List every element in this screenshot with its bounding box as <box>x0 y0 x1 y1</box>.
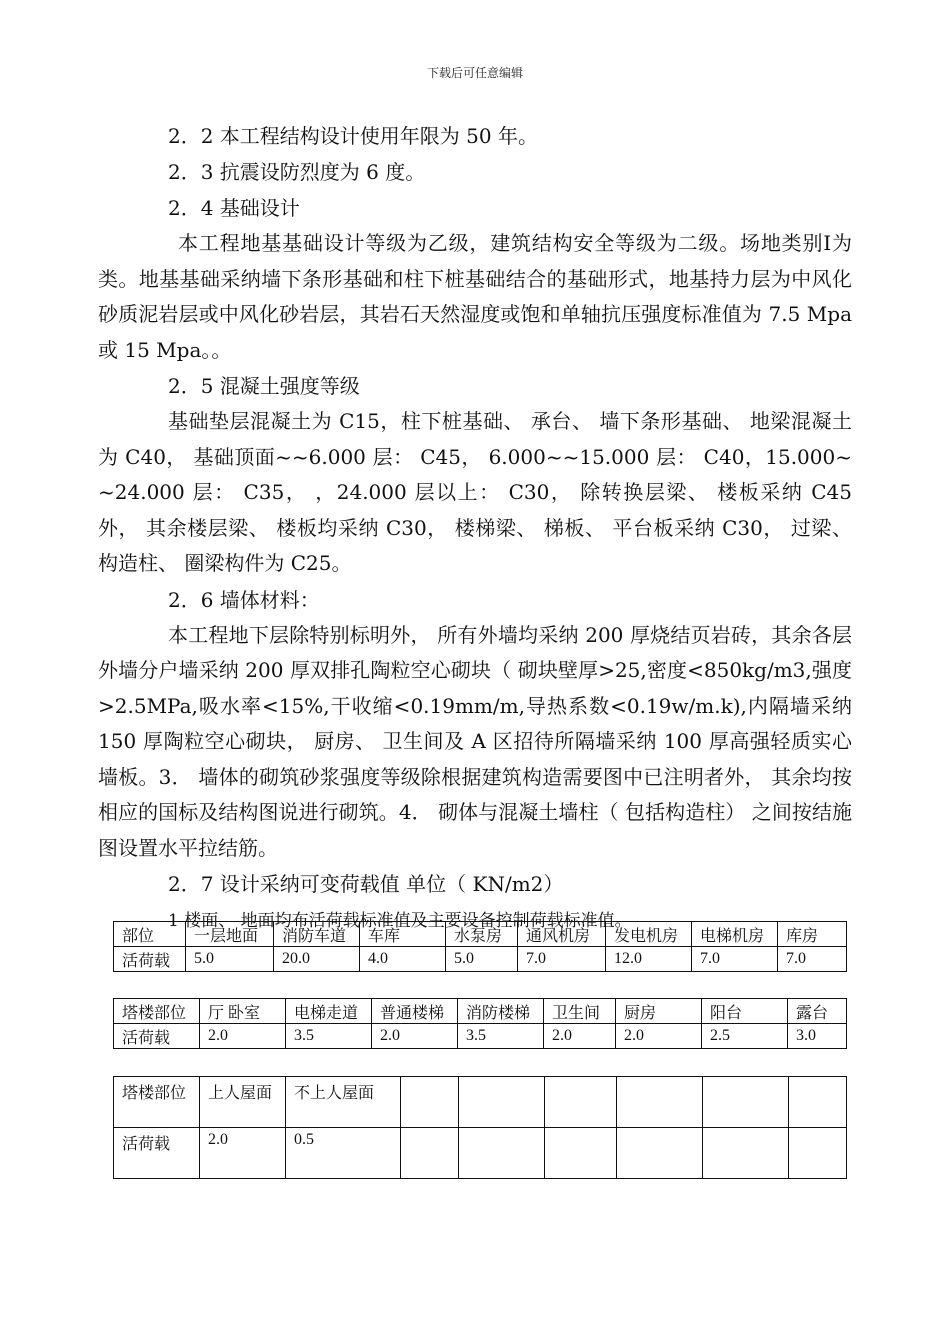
table-cell <box>789 1128 847 1179</box>
table-cell: 上人屋面 <box>200 1077 286 1128</box>
table-cell <box>789 1077 847 1128</box>
heading-2-6: 2．6 墙体材料： <box>168 587 320 612</box>
table-row <box>114 999 847 1024</box>
table-cell: 5.0 <box>446 947 518 972</box>
table-cell <box>703 1077 789 1128</box>
table-row <box>114 922 847 947</box>
table-caption: 1 楼面、 地面均布活荷载标准值及主要设备控制荷载标准值。 <box>168 911 632 931</box>
table-cell: 2.0 <box>200 1128 286 1179</box>
table-cell: 水泵房 <box>446 922 518 947</box>
table-cell <box>617 1077 703 1128</box>
table-cell: 阳台 <box>702 999 788 1024</box>
table-cell: 7.0 <box>692 947 778 972</box>
heading-2-2: 2．2 本工程结构设计使用年限为 50 年。 <box>168 124 538 148</box>
paragraph-foundation: 本工程地基基础设计等级为乙级，建筑结构安全等级为二级。场地类别Ⅰ为类。地基基础采纳墙下条形基础和柱下桩基础结合的基础形式，地基持力层为中风化砂质泥岩层或中风化砂岩层，其岩石天然湿度或饱和单轴抗压强度标准值为 7.5 Mpa 或 15 Mpa。。 <box>98 231 852 362</box>
paragraph-walls: 本工程地下层除特别标明外， 所有外墙均采纳 200 厚烧结页岩砖，其余各层外墙分户墙采纳 200 厚双排孔陶粒空心砌块（ 砌块壁厚>25,密度<850kg/m3,强度>2.5MPa,吸水率<15%,干收缩<0.19mm/m,导热系数<0.19w/m.k),内隔墙采纳 150 厚陶粒空心砌块， 厨房、 卫生间及 A 区招待所隔墙采纳 100 厚高强轻质实心墙板。3． 墙体的砌筑砂浆强度等级除根据建筑构造需要图中已注明者外， 其余均按相应的国标及结构图说进行砌筑。4． 砌体与混凝土墙柱（ 包括构造柱） 之间按结施图设置水平拉结筋。 <box>98 622 852 860</box>
table-cell: 2.0 <box>200 1024 286 1049</box>
heading-2-4: 2．4 基础设计 <box>168 196 300 220</box>
table-cell: 3.5 <box>286 1024 372 1049</box>
table-cell: 塔楼部位 <box>114 999 200 1024</box>
table-cell: 2.5 <box>702 1024 788 1049</box>
table-row <box>114 1024 847 1049</box>
table-cell: 库房 <box>778 922 847 947</box>
table-cell: 0.5 <box>286 1128 401 1179</box>
load-table-floor <box>113 921 847 972</box>
table-cell: 厨房 <box>616 999 702 1024</box>
page-header: 下载后可任意编辑 <box>426 66 523 80</box>
table-row <box>114 1077 847 1128</box>
table-cell: 2.0 <box>372 1024 458 1049</box>
table-cell: 电梯机房 <box>692 922 778 947</box>
table-cell: 通风机房 <box>518 922 606 947</box>
table-cell <box>617 1128 703 1179</box>
table-cell: 部位 <box>114 922 186 947</box>
table-cell <box>459 1077 545 1128</box>
heading-2-5: 2．5 混凝土强度等级 <box>168 374 360 398</box>
document-body <box>98 118 852 936</box>
table-cell: 普通楼梯 <box>372 999 458 1024</box>
table-cell: 一层地面 <box>186 922 274 947</box>
table-cell: 7.0 <box>778 947 847 972</box>
table-cell: 消防楼梯 <box>458 999 544 1024</box>
table-cell: 5.0 <box>186 947 274 972</box>
table-cell <box>401 1077 459 1128</box>
table-cell: 发电机房 <box>606 922 692 947</box>
table-cell: 3.0 <box>788 1024 847 1049</box>
table-cell: 20.0 <box>274 947 360 972</box>
table-cell: 4.0 <box>360 947 446 972</box>
table-cell <box>545 1077 617 1128</box>
table-cell <box>545 1128 617 1179</box>
table-cell: 2.0 <box>544 1024 616 1049</box>
table-cell: 活荷载 <box>114 947 186 972</box>
table-cell: 不上人屋面 <box>286 1077 401 1128</box>
load-table-roof <box>113 1076 847 1179</box>
table-cell: 活荷载 <box>114 1128 200 1179</box>
table-cell: 2.0 <box>616 1024 702 1049</box>
table-row <box>114 947 847 972</box>
table-cell: 厅 卧室 <box>200 999 286 1024</box>
table-cell: 消防车道 <box>274 922 360 947</box>
table-cell: 7.0 <box>518 947 606 972</box>
table-cell: 12.0 <box>606 947 692 972</box>
heading-2-3: 2．3 抗震设防烈度为 6 度。 <box>168 160 426 184</box>
table-cell <box>459 1128 545 1179</box>
table-cell: 电梯走道 <box>286 999 372 1024</box>
table-cell <box>401 1128 459 1179</box>
table-cell <box>703 1128 789 1179</box>
table-row <box>114 1128 847 1179</box>
table-cell: 塔楼部位 <box>114 1077 200 1128</box>
heading-2-7: 2．7 设计采纳可变荷载值 单位（ KN/m2） <box>168 872 564 896</box>
table-cell: 露台 <box>788 999 847 1024</box>
paragraph-concrete: 基础垫层混凝土为 C15，柱下桩基础、 承台、 墙下条形基础、 地梁混凝土为 C40， 基础顶面~~6.000 层： C45， 6.000~~15.000 层： C40，15.000~~24.000 层： C35， ，24.000 层以上： C30， 除转换层梁、 楼板采纳 C45 外， 其余楼层梁、 楼板均采纳 C30， 楼梯梁、 梯板、 平台板采纳 C30， 过梁、 构造柱、 圈梁构件为 C25。 <box>98 409 852 575</box>
load-table-tower <box>113 998 847 1049</box>
table-cell: 卫生间 <box>544 999 616 1024</box>
table-cell: 活荷载 <box>114 1024 200 1049</box>
table-cell: 3.5 <box>458 1024 544 1049</box>
table-cell: 车库 <box>360 922 446 947</box>
